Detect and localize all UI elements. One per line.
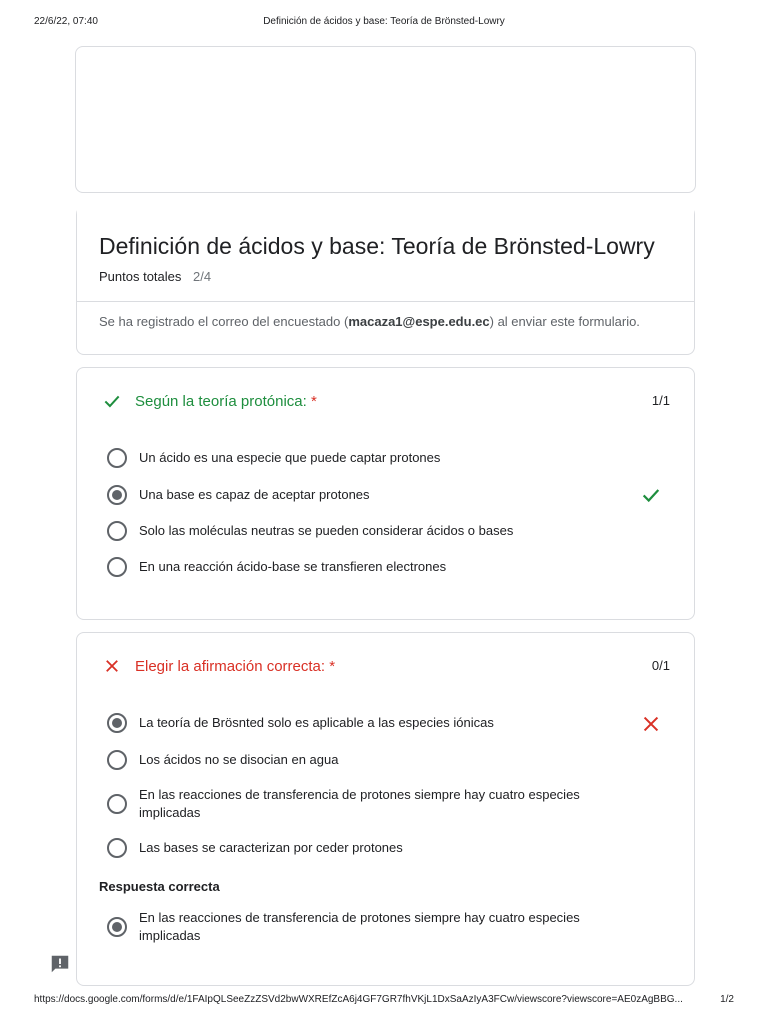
option-label: Las bases se caracterizan por ceder protones — [139, 840, 403, 855]
question-title-1: Según la teoría protónica: — [135, 392, 307, 410]
question-header-1 — [101, 390, 317, 412]
correct-answer-label: Respuesta correcta — [99, 879, 220, 894]
radio-button[interactable] — [107, 521, 127, 541]
option-radio[interactable] — [107, 838, 667, 858]
respondent-email: macaza1@espe.edu.ec — [348, 314, 490, 329]
option-label: Solo las moléculas neutras se pueden considerar ácidos o bases — [139, 523, 514, 538]
form-title: Definición de ácidos y base: Teoría de Brönsted-Lowry — [99, 233, 655, 259]
option-radio[interactable] — [107, 448, 667, 468]
option-label: La teoría de Brösnted solo es aplicable a las especies iónicas — [139, 715, 494, 730]
option-label: En las reacciones de transferencia de protones siempre hay cuatro especies implicadas — [139, 787, 580, 820]
total-points-label: Puntos totales — [99, 269, 182, 284]
question-card-1 — [76, 367, 695, 620]
option-radio[interactable] — [107, 557, 667, 577]
question-score-2: 0/1 — [651, 658, 670, 673]
check-icon — [640, 484, 662, 506]
radio-button-selected[interactable] — [107, 713, 127, 733]
option-label: Una base es capaz de aceptar protones — [139, 487, 370, 502]
option-radio-selected[interactable] — [107, 713, 667, 733]
email-note — [99, 313, 659, 331]
radio-button-selected[interactable] — [107, 485, 127, 505]
print-page-number: 1/2 — [720, 994, 734, 1005]
radio-button[interactable] — [107, 838, 127, 858]
email-note-suffix: ) al enviar este formulario. — [489, 314, 640, 329]
total-points — [99, 269, 211, 284]
radio-button[interactable] — [107, 448, 127, 468]
form-header-card — [76, 205, 695, 355]
print-footer — [34, 994, 734, 1008]
option-label: En una reacción ácido-base se transfieren electrones — [139, 559, 447, 574]
close-icon — [101, 655, 123, 677]
option-radio[interactable] — [107, 521, 667, 541]
form-banner — [75, 46, 696, 193]
option-label: Un ácido es una especie que puede captar protones — [139, 450, 441, 465]
question-card-2 — [76, 632, 695, 986]
check-icon — [101, 390, 123, 412]
correct-answer-text: En las reacciones de transferencia de protones siempre hay cuatro especies implicadas — [139, 910, 580, 943]
email-note-prefix: Se ha registrado el correo del encuestado ( — [99, 314, 349, 329]
question-title-2: Elegir la afirmación correcta: — [135, 657, 326, 675]
correct-answer-option — [107, 909, 667, 945]
print-url: https://docs.google.com/forms/d/e/1FAIpQLSeeZzZSVd2bwWXREfZcA6j4GF7GR7fhVKjL1DxSaAzIyA3FCw/viewscore?viewscore=AE0zAgBBG... — [34, 994, 683, 1005]
print-title: Definición de ácidos y base: Teoría de Brönsted-Lowry — [263, 16, 505, 27]
radio-button-selected — [107, 917, 127, 937]
radio-button[interactable] — [107, 794, 127, 814]
option-radio[interactable] — [107, 786, 667, 822]
question-score-1: 1/1 — [651, 393, 670, 408]
required-asterisk: * — [329, 657, 336, 675]
print-header — [34, 16, 734, 30]
print-date: 22/6/22, 07:40 — [34, 16, 98, 27]
radio-button[interactable] — [107, 557, 127, 577]
question-header-2 — [101, 655, 335, 677]
question-text-2 — [135, 658, 335, 675]
option-radio-selected[interactable] — [107, 485, 667, 505]
question-text-1 — [135, 393, 317, 410]
total-points-value: 2/4 — [193, 269, 212, 284]
header-divider — [77, 301, 694, 302]
feedback-icon[interactable] — [49, 953, 71, 975]
close-icon — [640, 713, 662, 735]
required-asterisk: * — [310, 392, 317, 410]
option-radio[interactable] — [107, 750, 667, 770]
option-label: Los ácidos no se disocian en agua — [139, 752, 339, 767]
radio-button[interactable] — [107, 750, 127, 770]
